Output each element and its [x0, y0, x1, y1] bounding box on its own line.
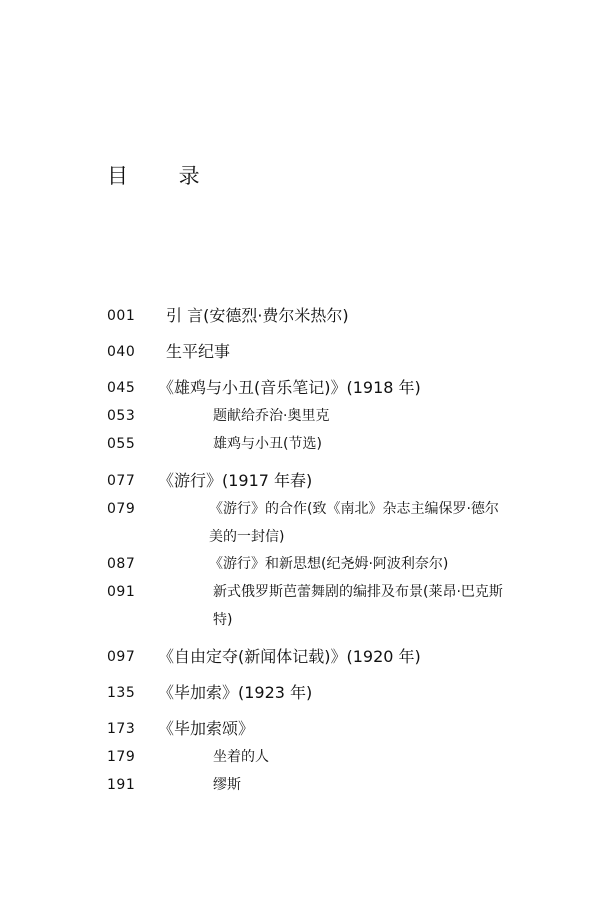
- page-number: 173: [107, 721, 136, 737]
- entry-title: 坐着的人: [213, 749, 269, 765]
- entry-title: 雄鸡与小丑(节选): [213, 436, 322, 452]
- page-number: 045: [107, 380, 136, 396]
- page-number: 191: [107, 777, 136, 793]
- entry-title: 《游行》的合作(致《南北》杂志主编保罗·德尔美的一封信): [209, 501, 499, 545]
- entry-title: 《毕加索》(1923 年): [158, 683, 313, 702]
- page-number: 040: [107, 344, 136, 360]
- page-number: 087: [107, 556, 136, 572]
- entry-title: 新式俄罗斯芭蕾舞剧的编排及布景(莱昂·巴克斯特): [213, 584, 503, 628]
- page-number: 179: [107, 749, 136, 765]
- entry-title: 引 言(安德烈·费尔米热尔): [166, 306, 349, 325]
- entry-title: 缪斯: [213, 777, 241, 793]
- page-number: 053: [107, 408, 136, 424]
- page-number: 001: [107, 308, 136, 324]
- page-number: 077: [107, 473, 136, 489]
- page-number: 135: [107, 685, 136, 701]
- entry-title: 《毕加索颂》: [158, 719, 255, 738]
- page-number: 091: [107, 584, 136, 600]
- entry-title: 《自由定夺(新闻体记载)》(1920 年): [158, 647, 421, 666]
- page-number: 079: [107, 501, 136, 517]
- entry-title: 生平纪事: [166, 342, 231, 361]
- page-number: 055: [107, 436, 136, 452]
- entry-title: 题献给乔治·奥里克: [213, 408, 330, 424]
- entry-title: 《游行》和新思想(纪尧姆·阿波利奈尔): [209, 556, 449, 572]
- page-title: 目 录: [107, 164, 222, 188]
- entry-title: 《雄鸡与小丑(音乐笔记)》(1918 年): [158, 378, 421, 397]
- entry-title: 《游行》(1917 年春): [158, 471, 313, 490]
- page-number: 097: [107, 649, 136, 665]
